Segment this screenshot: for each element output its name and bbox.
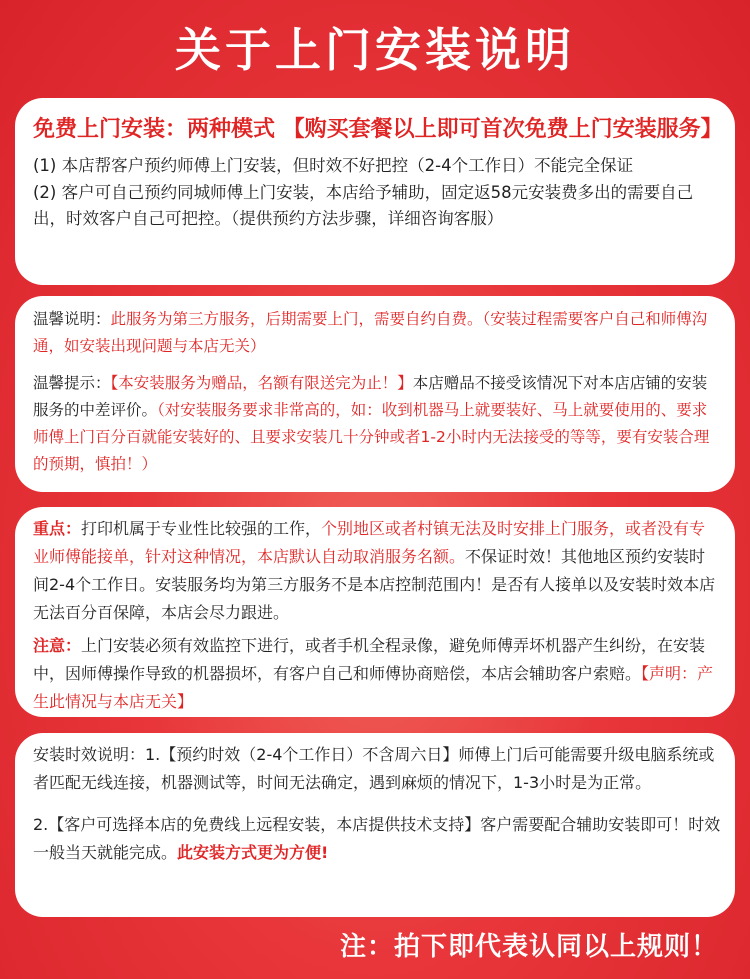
warm-note-2-label: 温馨提示：	[33, 374, 111, 392]
page-title: 关于上门安装说明	[175, 23, 575, 77]
key-point-text-2: 不保证时效！其他地区预约安装时间2-4个工作日。安装服务均为第三方服务不是本店控制范围内！是否有人接单以及安装时效本店无法百分百保障，本店会尽力跟进。	[33, 547, 716, 622]
free-installation-headline: 免费上门安装：两种模式 【购买套餐以上即可首次免费上门安装服务】	[33, 117, 723, 142]
warm-note-2	[33, 370, 721, 478]
warm-note-1	[33, 306, 721, 360]
warm-notice-card	[15, 296, 735, 492]
attention-text: 上门安装必须有效监控下进行，或者手机全程录像，避免师傅弄坏机器产生纠纷，在安装中，因师傅操作导致的机器损坏，有客户自己和师傅协商赔偿，本店会辅助客户索赔。	[33, 636, 706, 683]
key-point-red: 个别地区或者村镇无法及时安排上门服务，或者没有专业师傅能接单，针对这种情况，本店默认自动取消服务名额。	[33, 519, 706, 566]
warm-note-2-text: 本店赠品不接受该情况下对本店店铺的安装服务的中差评价。	[33, 374, 708, 419]
attention-disclaimer: 【声明：产生此情况与本店无关】	[33, 664, 714, 711]
warm-note-1-text: 此服务为第三方服务，后期需要上门，需要自约自费。（安装过程需要客户自己和师傅沟通，如安装出现问题与本店无关）	[33, 310, 708, 355]
attention-note	[33, 632, 721, 716]
key-point-text-1: 打印机属于专业性比较强的工作，	[81, 519, 322, 538]
installation-mode-1: (1) 本店帮客户预约师傅上门安装，但时效不好把控（2-4个工作日）不能完全保证	[33, 156, 634, 175]
attention-label: 注意：	[33, 636, 82, 655]
installation-timing-card	[15, 733, 735, 917]
warm-note-2-red: （对安装服务要求非常高的，如：收到机器马上就要装好、马上就要使用的、要求师傅上门百分百就能安装好的、且要求安装几十分钟或者1-2小时内无法接受的等等，要有安装合理的预期，慎拍！）	[33, 401, 710, 473]
remote-installation-highlight: 此安装方式更为方便!	[177, 843, 329, 862]
key-point-label: 重点：	[33, 519, 82, 538]
key-point	[33, 515, 721, 627]
warm-note-1-label: 温馨说明：	[33, 310, 111, 328]
free-installation-card	[15, 98, 735, 285]
key-points-card	[15, 507, 735, 717]
timing-note: 安装时效说明：1.【预约时效（2-4个工作日）不含周六日】师傅上门后可能需要升级电脑系统或者匹配无线连接，机器测试等，时间无法确定，遇到麻烦的情况下，1-3小时是为正常。	[33, 745, 715, 792]
remote-installation-text: 2.【客户可选择本店的免费线上远程安装，本店提供技术支持】客户需要配合辅助安装即可！时效一般当天就能完成。	[33, 815, 721, 862]
warm-note-2-highlight: 【本安装服务为赠品，名额有限送完为止！】	[110, 374, 413, 392]
remote-installation-note	[33, 811, 721, 867]
installation-mode-2: (2) 客户可自己预约同城师傅上门安装，本店给予辅助，固定返58元安装费多出的需要自己出，时效客户自己可把控。（提供预约方法步骤，详细咨询客服）	[33, 182, 694, 228]
footer-agreement-note: 注：拍下即代表认同以上规则！	[339, 932, 718, 962]
